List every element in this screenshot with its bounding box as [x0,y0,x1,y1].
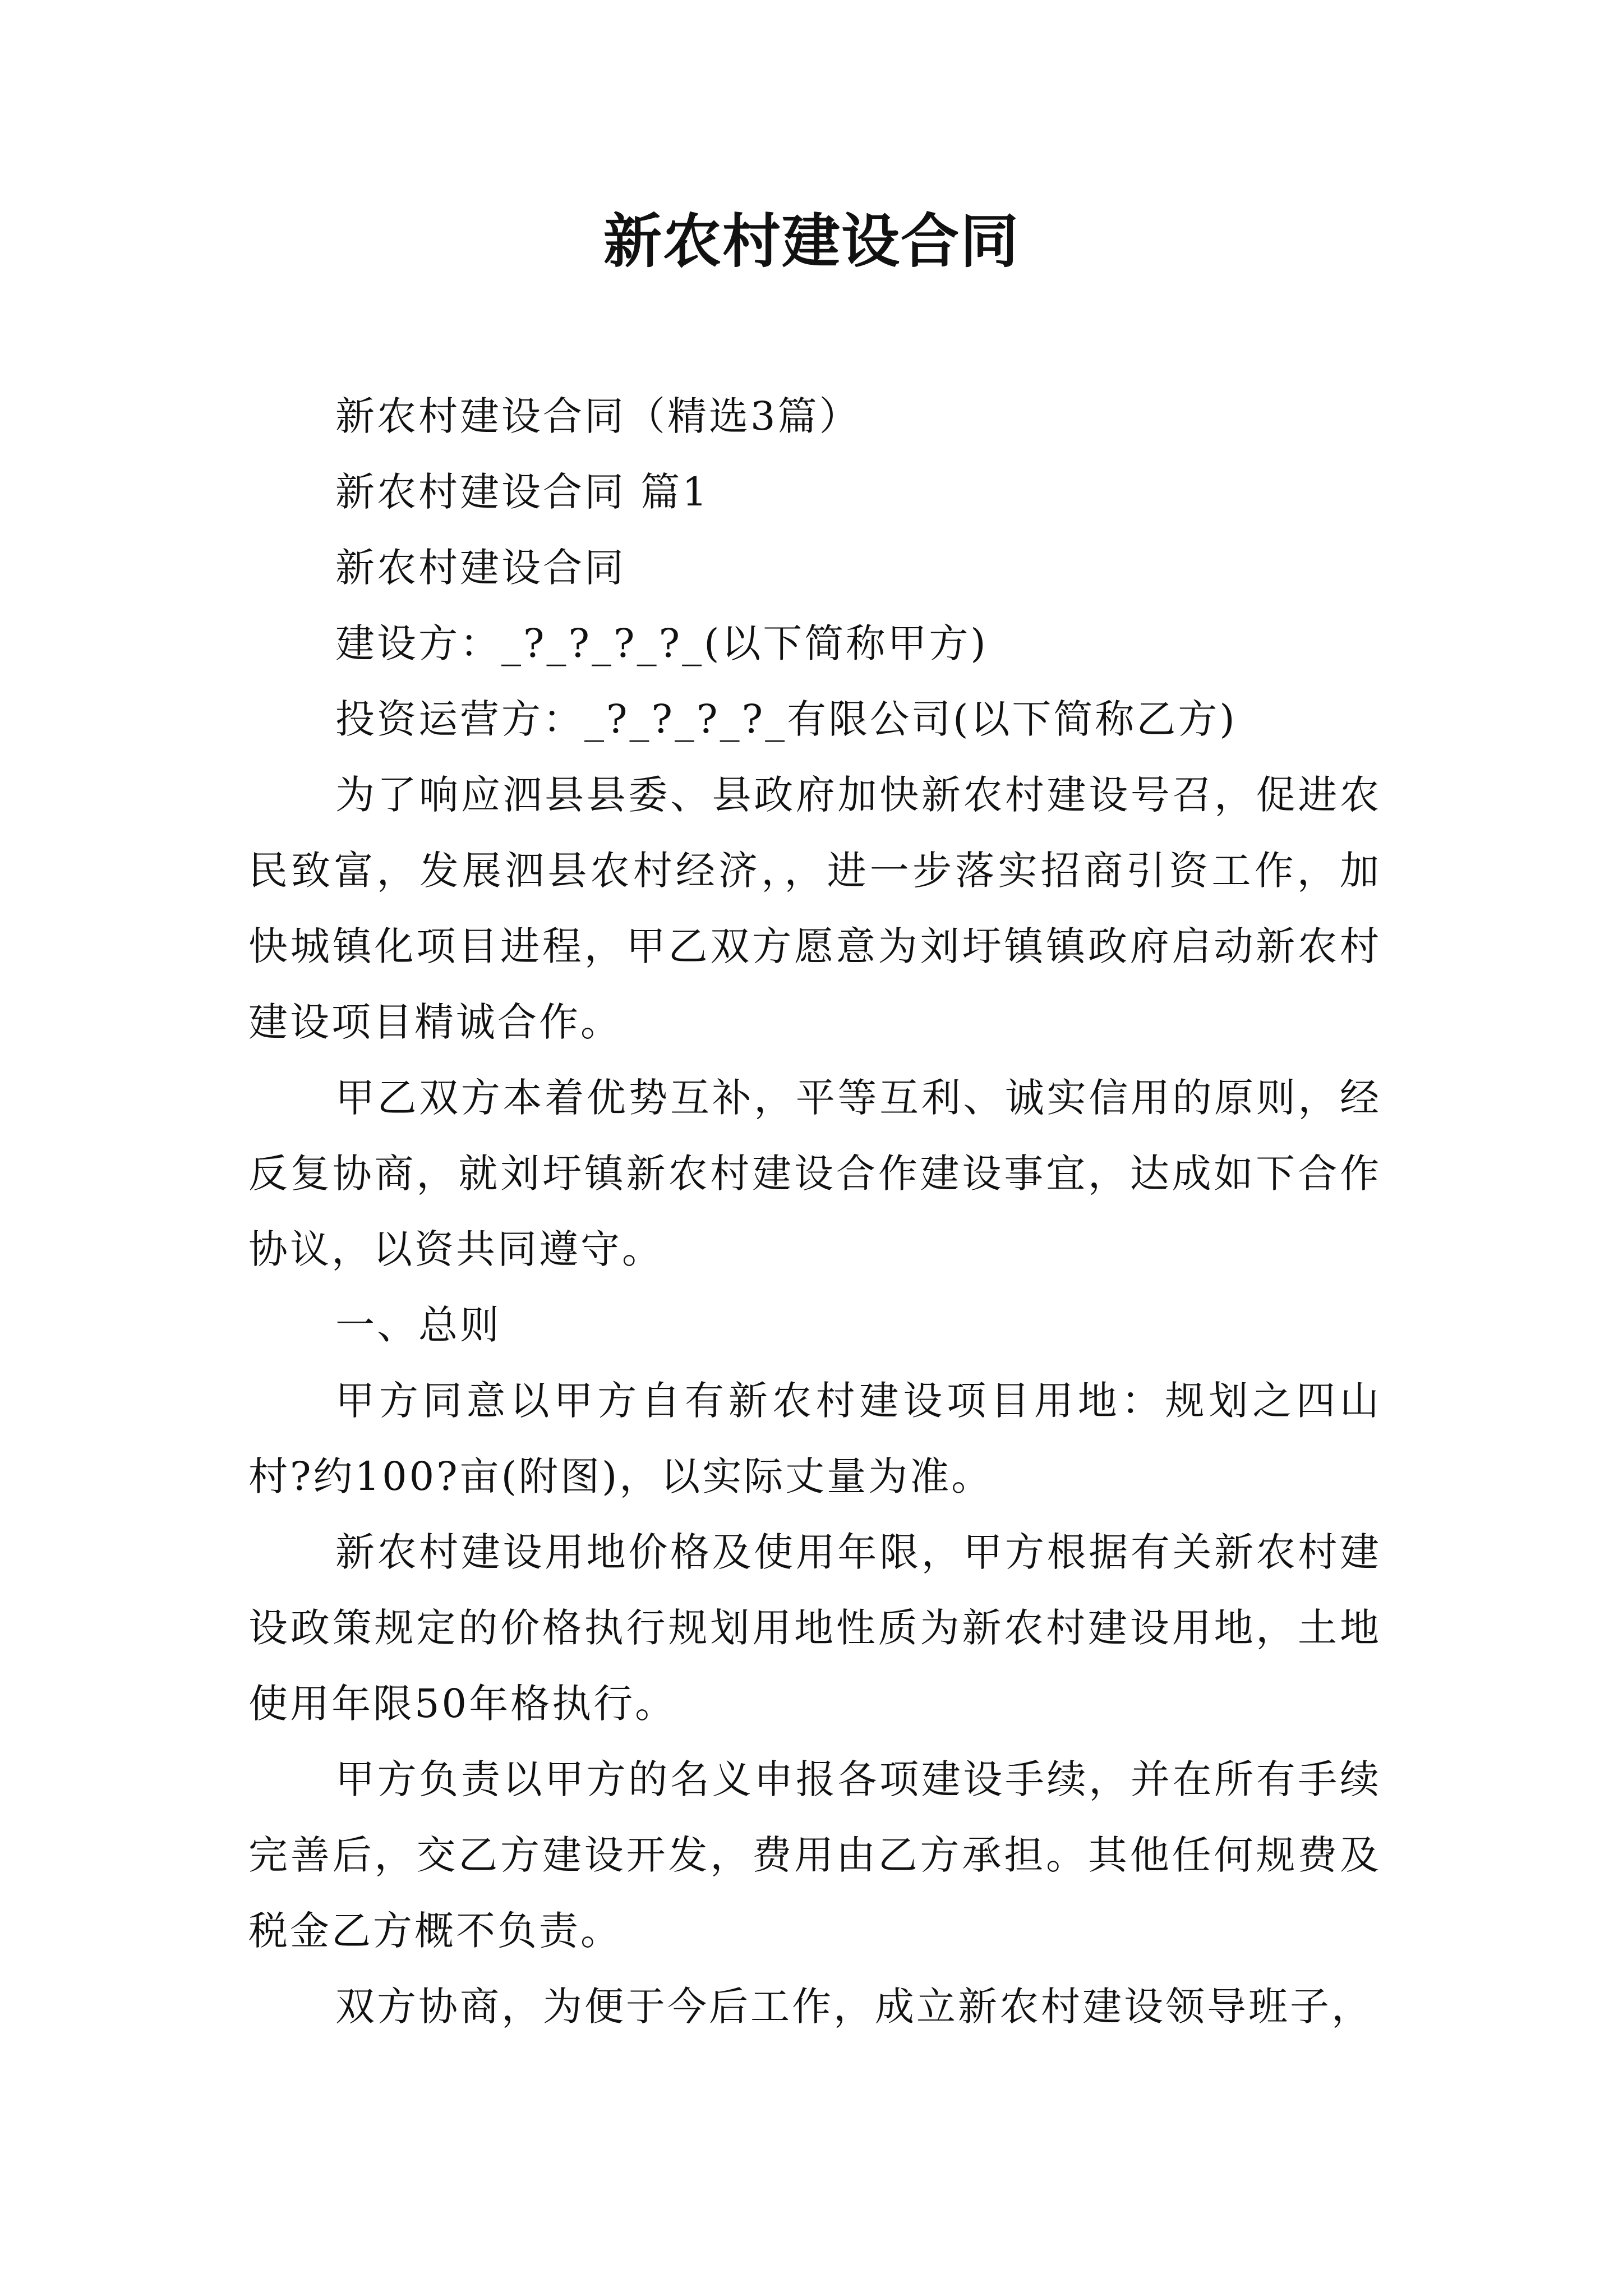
paragraph-land: 甲方同意以甲方自有新农村建设项目用地：规划之四山村?约100?亩(附图)，以实际丈量为准。 [248,1378,1381,1499]
party-a-line: 建设方：_?_?_?_?_(以下简称甲方) [335,620,988,666]
paragraph-price: 新农村建设用地价格及使用年限，甲方根据有关新农村建设政策规定的价格执行规划用地性质为新农村建设用地，土地使用年限50年格执行。 [248,1529,1381,1727]
document-title: 新农村建设合同 [603,206,1020,275]
paragraph-leadership: 双方协商，为便于今后工作，成立新农村建设领导班子， [335,1984,1373,2030]
section-heading: 新农村建设合同 篇1 [335,469,709,515]
paragraph-principles: 甲乙双方本着优势互补，平等互利、诚实信用的原则，经反复协商，就刘圩镇新农村建设合作建设事宜，达成如下合作协议，以资共同遵守。 [248,1075,1381,1272]
party-b-line: 投资运营方：_?_?_?_?_有限公司(以下简称乙方) [335,696,1237,742]
contract-name: 新农村建设合同 [335,545,626,591]
subtitle-line: 新农村建设合同（精选3篇） [335,393,861,439]
paragraph-purpose: 为了响应泗县县委、县政府加快新农村建设号召，促进农民致富，发展泗县农村经济，，进一步落实招商引资工作，加快城镇化项目进程，甲乙双方愿意为刘圩镇镇政府启动新农村建设项目精诚合作。 [248,772,1381,1045]
paragraph-procedures: 甲方负责以甲方的名义申报各项建设手续，并在所有手续完善后，交乙方建设开发，费用由乙方承担。其他任何规费及税金乙方概不负责。 [248,1756,1381,1954]
chapter-heading: 一、总则 [335,1302,501,1348]
